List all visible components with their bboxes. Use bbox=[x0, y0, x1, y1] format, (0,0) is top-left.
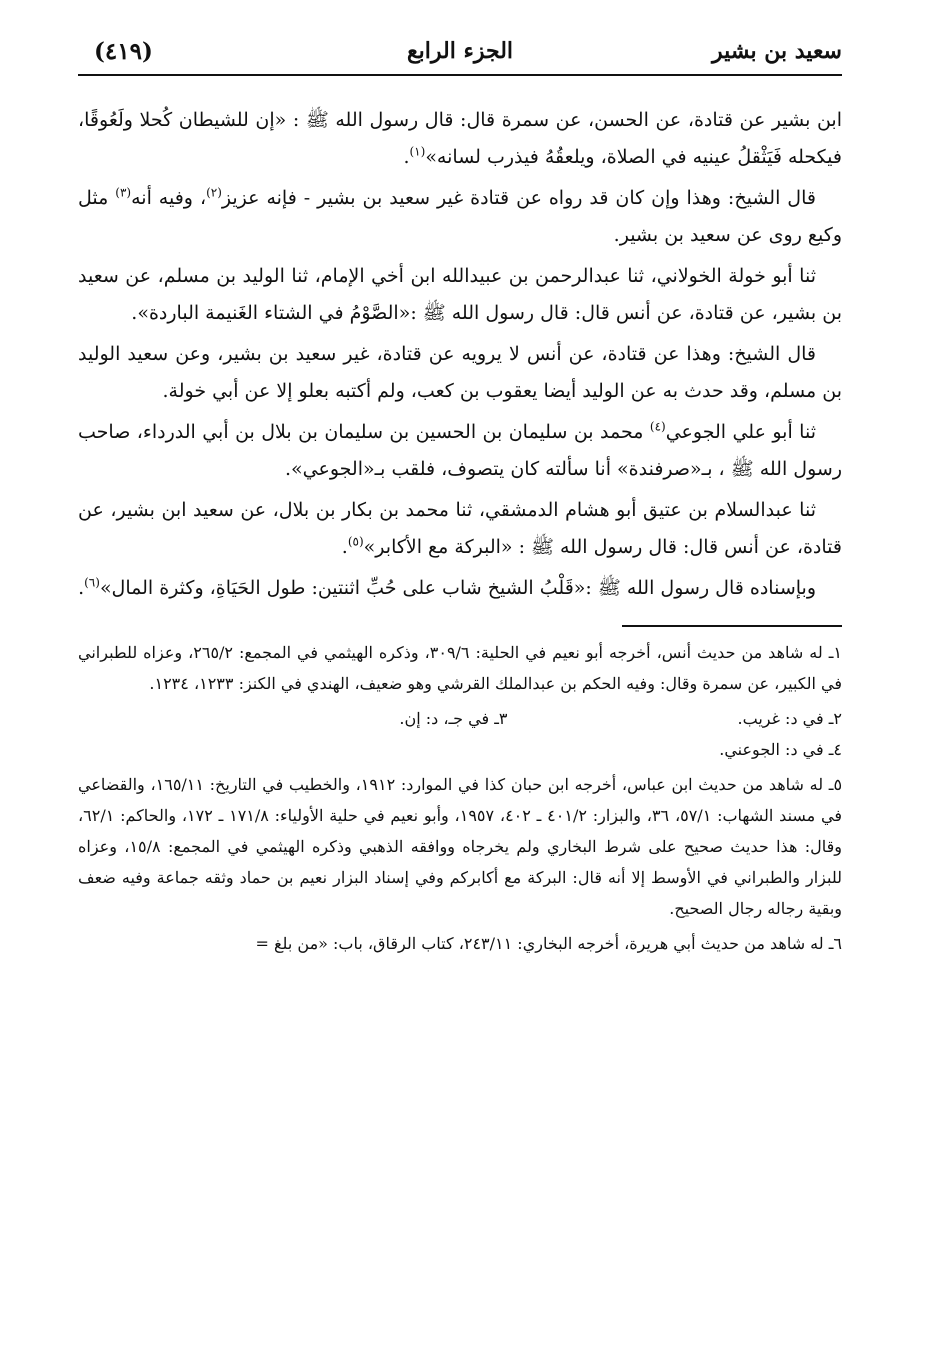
paragraph-7: وبإسناده قال رسول الله ﷺ :«قَلْبُ الشيخ شاب على حُبِّ اثنتين: طول الحَيَاةِ، وكثرة المال»$^{(٦)}$. bbox=[78, 575, 816, 599]
footnote-ref-1: (١) bbox=[409, 144, 426, 159]
footnote-4: ٤ـ في د: الجوعني. bbox=[719, 740, 842, 759]
page-number: (٤١٩) bbox=[94, 38, 153, 65]
footnote-row-2-3 bbox=[78, 703, 842, 734]
paragraph-2: قال الشيخ: وهذا وإن كان قد رواه عن قتادة غير سعيد بن بشير - فإنه عزيز$^{(٢)}$، وفيه أنه$^{(٣)}$ مثل وكيع روى عن سعيد بن بشير. bbox=[78, 185, 842, 246]
footnote-5: ٥ـ له شاهد من حديث ابن عباس، أخرجه ابن حبان كذا في الموارد: ١٩١٢، والخطيب في التاريخ: ١٦٥/١١، والقضاعي في مسند الشهاب: ٥٧/١، ٣٦، والبزار: ٤٠١/٢ ـ ٤٠٢، ١٩٥٧، وأبو نعيم في حلية الأولياء: ١٧١/٨ ـ ١٧٢، والحاكم: ٦٢/١، وقال: هذا حديث صحيح على شرط البخاري ولم يخرجاه ووافقه الذهبي وذكره الهيثمي في المجمع: ١٥/٨، وعزاه للبزار والطبراني في الأوسط إلا أنه قال: البركة مع أكابركم وفي إسناد البزار نعيم بن حماد وثقه جماعة وفيه ضعف وبقية رجاله رجال الصحيح. bbox=[78, 775, 843, 918]
page-header bbox=[78, 22, 842, 76]
paragraph-6: ثنا عبدالسلام بن عتيق أبو هشام الدمشقي، ثنا محمد بن بكار بن بلال، عن سعيد ابن بشير، عن قتادة، عن أنس قال: قال رسول الله ﷺ : «البركة مع الأكابر»$^{(٥)}$. bbox=[78, 499, 842, 558]
footnotes bbox=[78, 637, 842, 959]
footnote-2: ٢ـ في د: غريب. bbox=[737, 709, 842, 728]
paragraph-1: ابن بشير عن قتادة، عن الحسن، عن سمرة قال: قال رسول الله ﷺ : «إن للشيطان كُحلا ولَعُوقًا، فيكحله فَيَثْقلُ عينيه في الصلاة، ويلعقُهُ فيذرب لسانه»$^{(١)}$. bbox=[78, 109, 842, 168]
footnote-1: ١ـ له شاهد من حديث أنس، أخرجه أبو نعيم في الحلية: ٣٠٩/٦، وذكره الهيثمي في المجمع: ٢٦٥/٢، وعزاه للطبراني في الكبير، عن سمرة وقال: وفيه الحكم بن عبدالملك القرشي وهو ضعيف، الهندي في الكنز: ١٢٣٣، ١٢٣٤. bbox=[78, 643, 843, 693]
paragraph-5: ثنا أبو علي الجوعي$^{(٤)}$ محمد بن سليمان بن الحسين بن سليمان بن بلال بن أبي الدرداء، صاحب رسول الله ﷺ ، بـ«صرفندة» أنا سألته كان يتصوف، فلقب بـ«الجوعي». bbox=[78, 419, 842, 480]
footnote-ref-5: (٥) bbox=[347, 534, 364, 549]
footnote-divider bbox=[622, 625, 842, 627]
footnote-ref-6: (٦) bbox=[84, 575, 100, 590]
book-page bbox=[78, 22, 842, 1342]
footnote-ref-2: (٢) bbox=[206, 185, 222, 200]
footnote-3: ٣ـ في جـ، د: إن. bbox=[399, 709, 508, 728]
footnote-ref-4: (٤) bbox=[649, 419, 666, 434]
paragraph-3: ثنا أبو خولة الخولاني، ثنا عبدالرحمن بن عبيدالله ابن أخي الإمام، ثنا الوليد بن مسلم، عن سعيد بن بشير، عن قتادة، عن أنس قال: قال رسول الله ﷺ :«الصَّوْمُ في الشتاء الغَنيمة الباردة». bbox=[78, 265, 842, 324]
footnote-6: ٦ـ له شاهد من حديث أبي هريرة، أخرجه البخاري: ٢٤٣/١١، كتاب الرقاق، باب: «من بلغ = bbox=[255, 934, 842, 953]
volume-title: الجزء الرابع bbox=[406, 38, 514, 64]
chapter-title: سعيد بن بشير bbox=[712, 38, 842, 64]
paragraph-4: قال الشيخ: وهذا عن قتادة، عن أنس لا يرويه عن قتادة، غير سعيد بن بشير، وعن سعيد الوليد بن مسلم، وقد حدث به عن الوليد أيضا يعقوب بن كعب، ولم أكتبه بعلو إلا عن أبي خولة. bbox=[78, 343, 842, 402]
main-text bbox=[78, 102, 842, 607]
footnote-ref-3: (٣) bbox=[115, 185, 132, 200]
